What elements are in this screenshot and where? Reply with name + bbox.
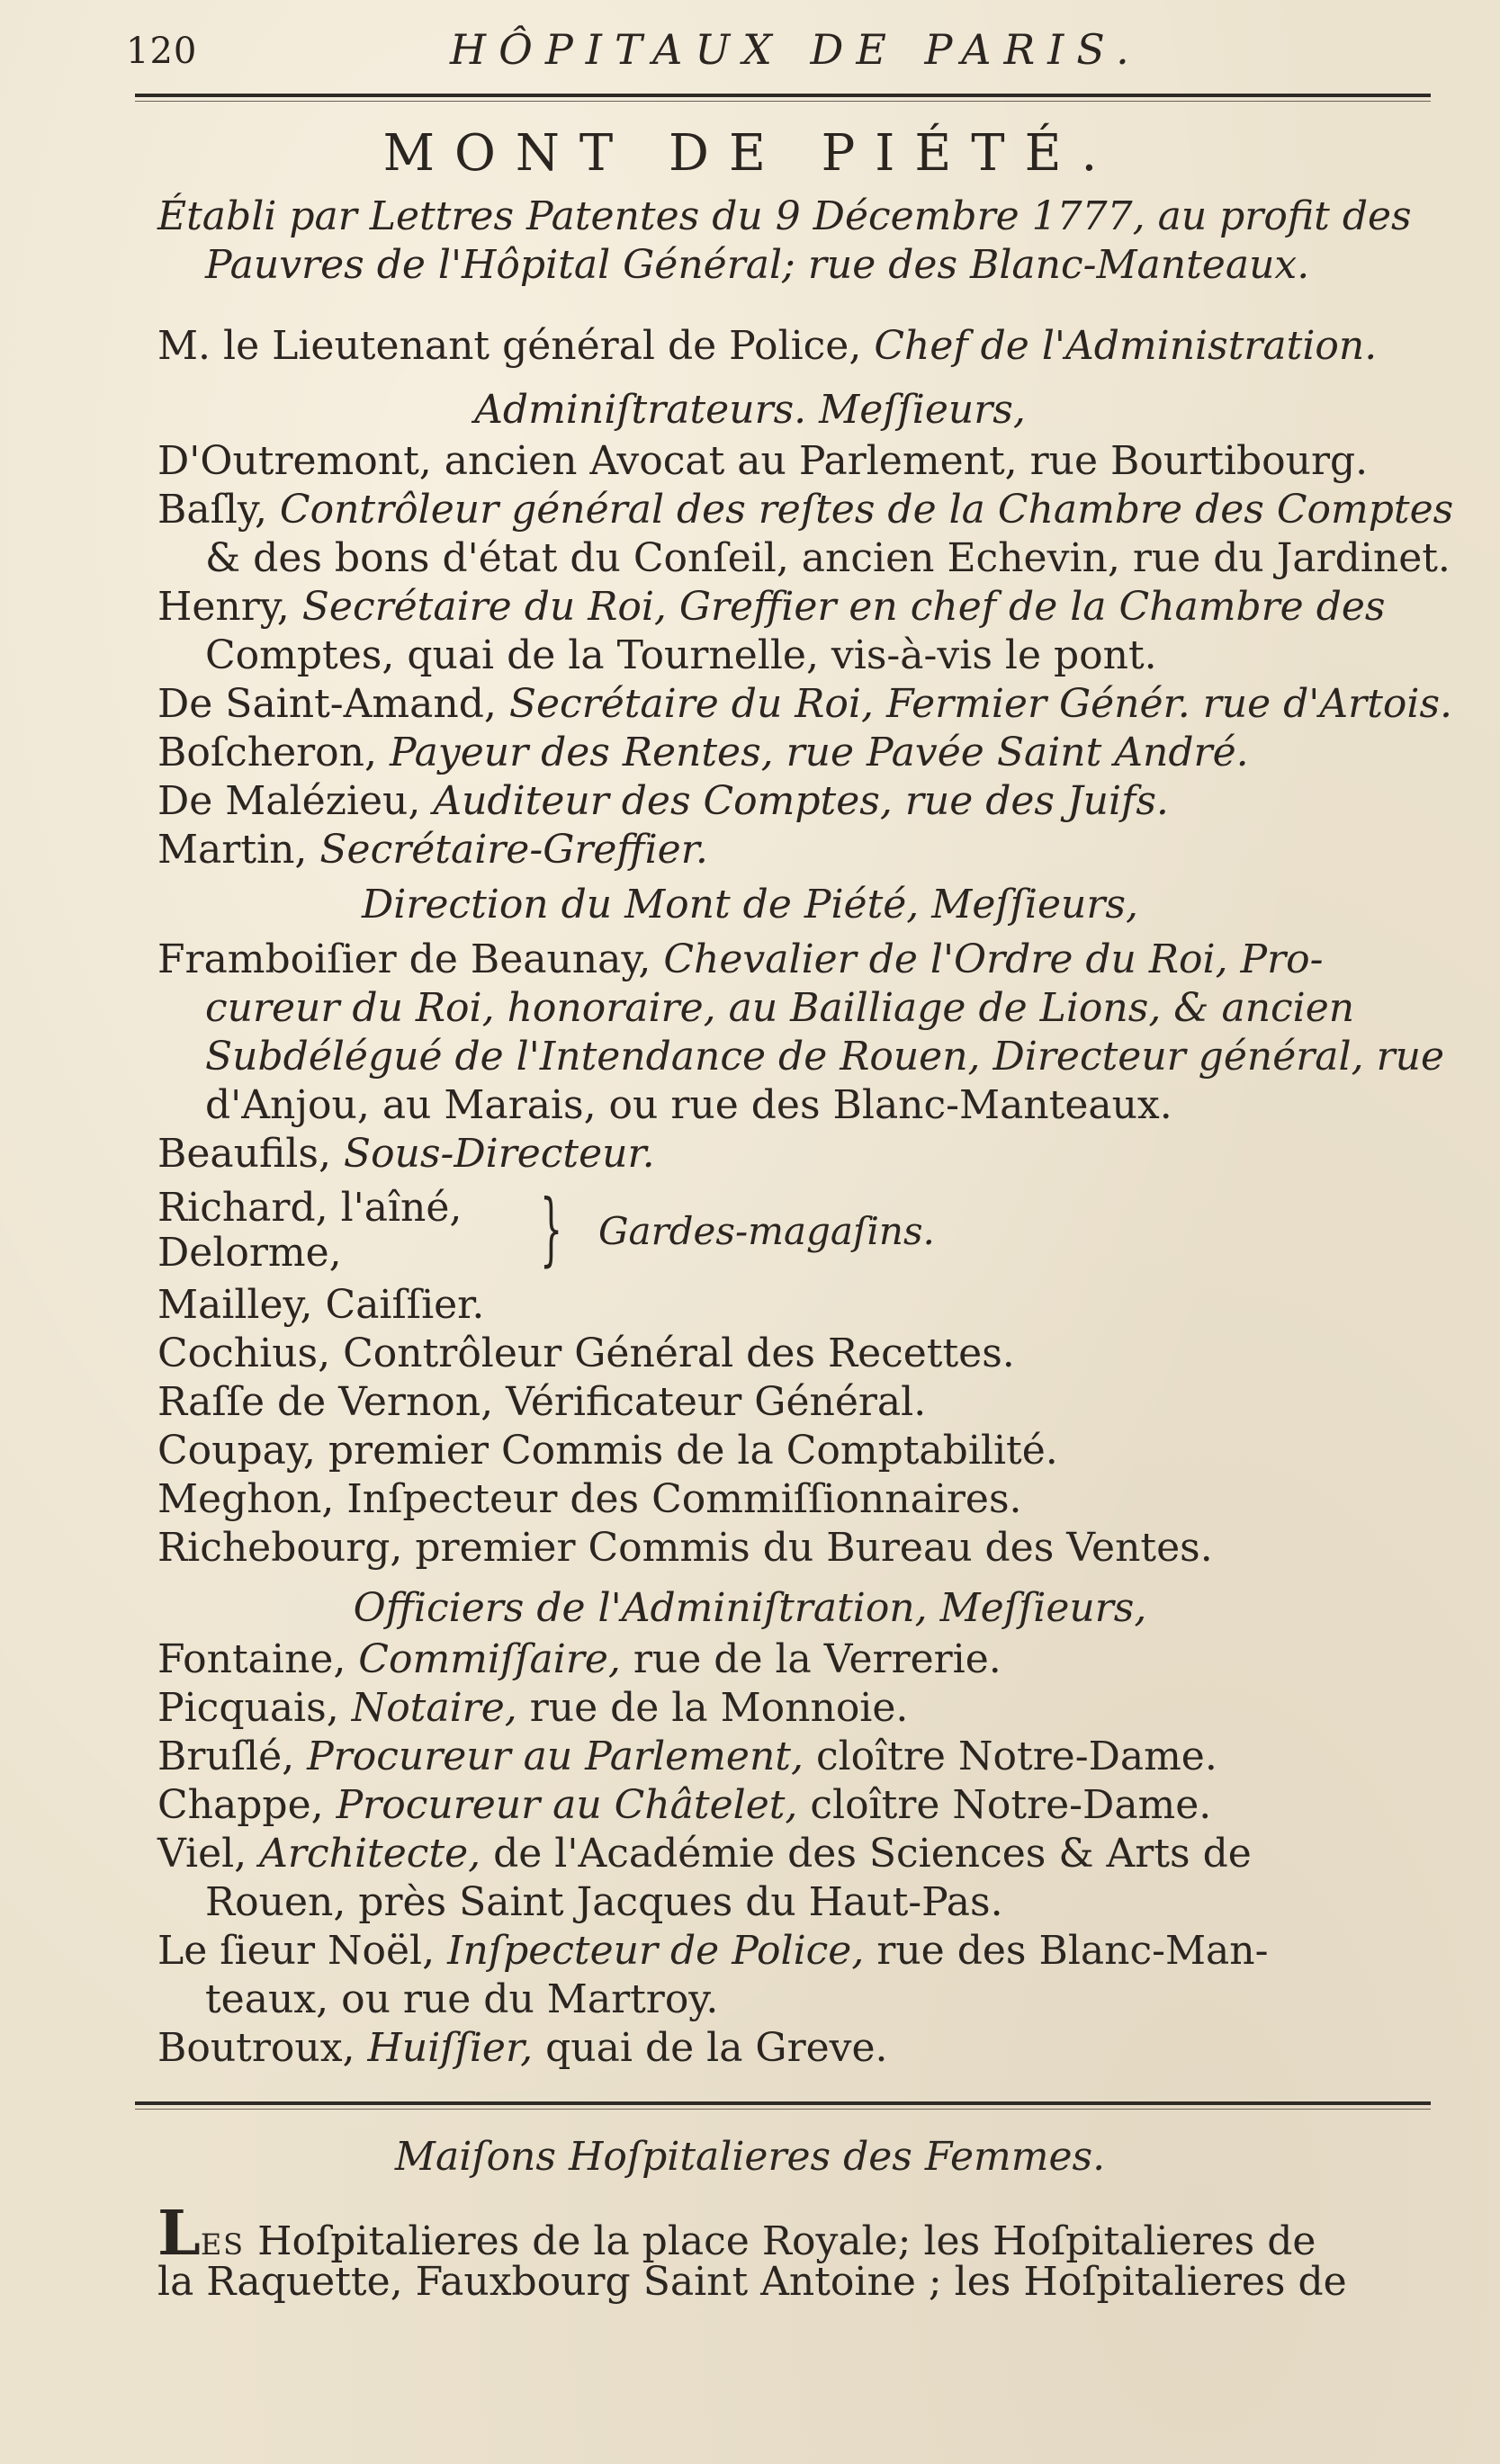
- officer-line: [157, 1830, 1458, 1878]
- direction-text: Chevalier de l'Ordre du Roi, Pro-: [651, 936, 1324, 982]
- brace-label: Gardes-magaſins.: [598, 1209, 935, 1253]
- administrator-text: & des bons d'état du Conſeil, ancien Echevin, rue du Jardinet.: [205, 535, 1451, 581]
- administrator-name: Martin,: [157, 827, 308, 873]
- staff-text: premier Commis de la Comptabilité.: [315, 1428, 1058, 1474]
- officer-text: de l'Académie des Sciences & Arts de: [481, 1831, 1252, 1877]
- administrator-line: [157, 777, 1458, 826]
- administrator-name: De Saint-Amand,: [157, 681, 497, 727]
- officer-role: Huiſſier,: [355, 2025, 534, 2071]
- administrator-line: [157, 486, 1458, 534]
- officer-name: Chappe,: [157, 1782, 324, 1828]
- staff-line: [157, 1427, 1458, 1475]
- maisons-line-2: la Raquette, Fauxbourg Saint Antoine ; les Hoſpitalieres de: [157, 2259, 1347, 2305]
- staff-text: Caiſſier.: [312, 1282, 485, 1328]
- drop-cap: L: [157, 2198, 201, 2270]
- section-title: MONT DE PIÉTÉ.: [382, 124, 1118, 183]
- staff-text: Contrôleur Général des Recettes.: [330, 1331, 1015, 1376]
- direction-line: [157, 1130, 1458, 1178]
- officer-text: rue des Blanc-Man-: [864, 1928, 1269, 1974]
- page-header: [126, 25, 1458, 79]
- subtitle-line-2: Pauvres de l'Hôpital Général; rue des Blanc-Manteaux.: [205, 242, 1310, 288]
- staff-name: Richebourg,: [157, 1525, 403, 1571]
- administrator-text: Secrétaire du Roi, Fermier Génér. rue d'Artois.: [496, 681, 1453, 727]
- direction-text: cureur du Roi, honoraire, au Bailliage de Lions, & ancien: [205, 985, 1355, 1031]
- officer-text: cloître Notre-Dame.: [803, 1734, 1217, 1779]
- officer-name: Bruſlé,: [157, 1734, 295, 1779]
- direction-line: [205, 984, 1500, 1033]
- administrator-text: ancien Avocat au Parlement, rue Bourtibourg.: [431, 438, 1369, 484]
- staff-name: Coupay,: [157, 1428, 316, 1474]
- brace-name-1: Richard, l'aîné,: [157, 1185, 463, 1231]
- officer-name: Picquais,: [157, 1685, 339, 1731]
- officer-text: quai de la Greve.: [533, 2025, 888, 2071]
- direction-text: d'Anjou, au Marais, ou rue des Blanc-Manteaux.: [205, 1082, 1172, 1128]
- direction-name: Beaufils,: [157, 1131, 331, 1177]
- staff-name: Raſſe de Vernon,: [157, 1379, 494, 1425]
- officer-role: Architecte,: [247, 1831, 481, 1877]
- officer-name: Fontaine,: [157, 1636, 346, 1682]
- officer-line: [205, 1976, 1500, 2024]
- administrator-text: Auditeur des Comptes, rue des Juifs.: [420, 778, 1169, 824]
- staff-line: [157, 1330, 1458, 1378]
- page-number: 120: [126, 31, 198, 72]
- staff-name: Meghon,: [157, 1476, 335, 1522]
- officers-heading: Officiers de l'Adminiſtration, Meſſieurs,: [353, 1585, 1147, 1631]
- administrator-name: D'Outremont,: [157, 438, 432, 484]
- staff-name: Mailley,: [157, 1282, 313, 1328]
- direction-heading: Direction du Mont de Piété, Meſſieurs,: [362, 882, 1138, 927]
- chief-title: Chef de l'Administration.: [874, 323, 1378, 369]
- direction-line: [157, 936, 1458, 984]
- administrator-text: Secrétaire du Roi, Greffier en chef de la Chambre des: [289, 584, 1386, 630]
- administrator-name: Baſly,: [157, 487, 267, 533]
- administrator-line: [205, 534, 1500, 583]
- officer-name: Viel,: [157, 1831, 247, 1877]
- officer-name: Boutroux,: [157, 2025, 355, 2071]
- administrator-line: [157, 437, 1458, 486]
- officer-text: rue de la Verrerie.: [620, 1636, 1001, 1682]
- maisons-text-1: Hoſpitalieres de la place Royale; les Hoſpitalieres de: [245, 2218, 1316, 2264]
- direction-text: Subdélégué de l'Intendance de Rouen, Directeur général, rue: [205, 1034, 1444, 1080]
- subtitle-line-1: Établi par Lettres Patentes du 9 Décembre 1777, au profit des: [157, 193, 1412, 239]
- header-rule: [135, 94, 1431, 97]
- direction-line: [205, 1033, 1500, 1081]
- staff-text: premier Commis du Bureau des Ventes.: [402, 1525, 1213, 1571]
- officer-text: cloître Notre-Dame.: [797, 1782, 1212, 1828]
- administrator-name: De Malézieu,: [157, 778, 421, 824]
- staff-line: [157, 1378, 1458, 1427]
- direction-text: Sous-Directeur.: [330, 1131, 655, 1177]
- administrator-line: [205, 632, 1500, 680]
- running-head: HÔPITAUX DE PARIS.: [450, 25, 1142, 74]
- officer-line: [157, 1733, 1458, 1781]
- administrator-line: [157, 826, 1458, 874]
- officer-role: Procureur au Châtelet,: [323, 1782, 798, 1828]
- administrator-line: [157, 583, 1458, 632]
- officer-role: Inſpecteur de Police,: [435, 1928, 865, 1974]
- officer-role: Commiſſaire,: [346, 1636, 621, 1682]
- administrator-text: Secrétaire-Greffier.: [307, 827, 708, 873]
- chief-line: [157, 322, 1458, 371]
- officer-text: Rouen, près Saint Jacques du Haut-Pas.: [205, 1879, 1003, 1925]
- officer-line: [205, 1878, 1500, 1927]
- chief-name: M. le Lieutenant général de Police,: [157, 323, 862, 369]
- staff-name: Cochius,: [157, 1331, 331, 1376]
- officer-text: teaux, ou rue du Martroy.: [205, 1976, 719, 2022]
- staff-text: Inſpecteur des Commiſſionnaires.: [334, 1476, 1022, 1522]
- officer-line: [157, 1927, 1458, 1976]
- staff-text: Vérificateur Général.: [493, 1379, 927, 1425]
- administrator-name: Henry,: [157, 584, 290, 630]
- section-rule: [135, 2101, 1431, 2105]
- administrator-text: Comptes, quai de la Tournelle, vis-à-vis le pont.: [205, 632, 1157, 678]
- officer-line: [157, 1781, 1458, 1830]
- direction-name: Framboiſier de Beaunay,: [157, 936, 651, 982]
- administrator-text: Payeur des Rentes, rue Pavée Saint André.: [376, 730, 1249, 775]
- administrator-name: Boſcheron,: [157, 730, 377, 775]
- brace-name-2: Delorme,: [157, 1230, 342, 1276]
- officer-line: [157, 1635, 1458, 1684]
- officer-line: [157, 2024, 1458, 2073]
- staff-line: [157, 1475, 1458, 1524]
- curly-brace-icon: }: [540, 1182, 563, 1275]
- staff-line: [157, 1281, 1458, 1330]
- staff-line: [157, 1524, 1458, 1572]
- officer-line: [157, 1684, 1458, 1733]
- officer-role: Notaire,: [338, 1685, 517, 1731]
- administrators-heading: Adminiſtrateurs. Meſſieurs,: [474, 387, 1026, 433]
- administrator-line: [157, 680, 1458, 729]
- maisons-heading: Maiſons Hoſpitalieres des Femmes.: [394, 2134, 1106, 2180]
- gardes-magasins-group: [157, 1184, 967, 1283]
- officer-text: rue de la Monnoie.: [516, 1685, 909, 1731]
- administrator-line: [157, 729, 1458, 777]
- direction-line: [205, 1081, 1500, 1130]
- officer-name: Le ſieur Noël,: [157, 1928, 436, 1974]
- small-caps: ES: [200, 2227, 246, 2262]
- administrator-text: Contrôleur général des reſtes de la Chambre des Comptes: [266, 487, 1454, 533]
- officer-role: Procureur au Parlement,: [294, 1734, 804, 1779]
